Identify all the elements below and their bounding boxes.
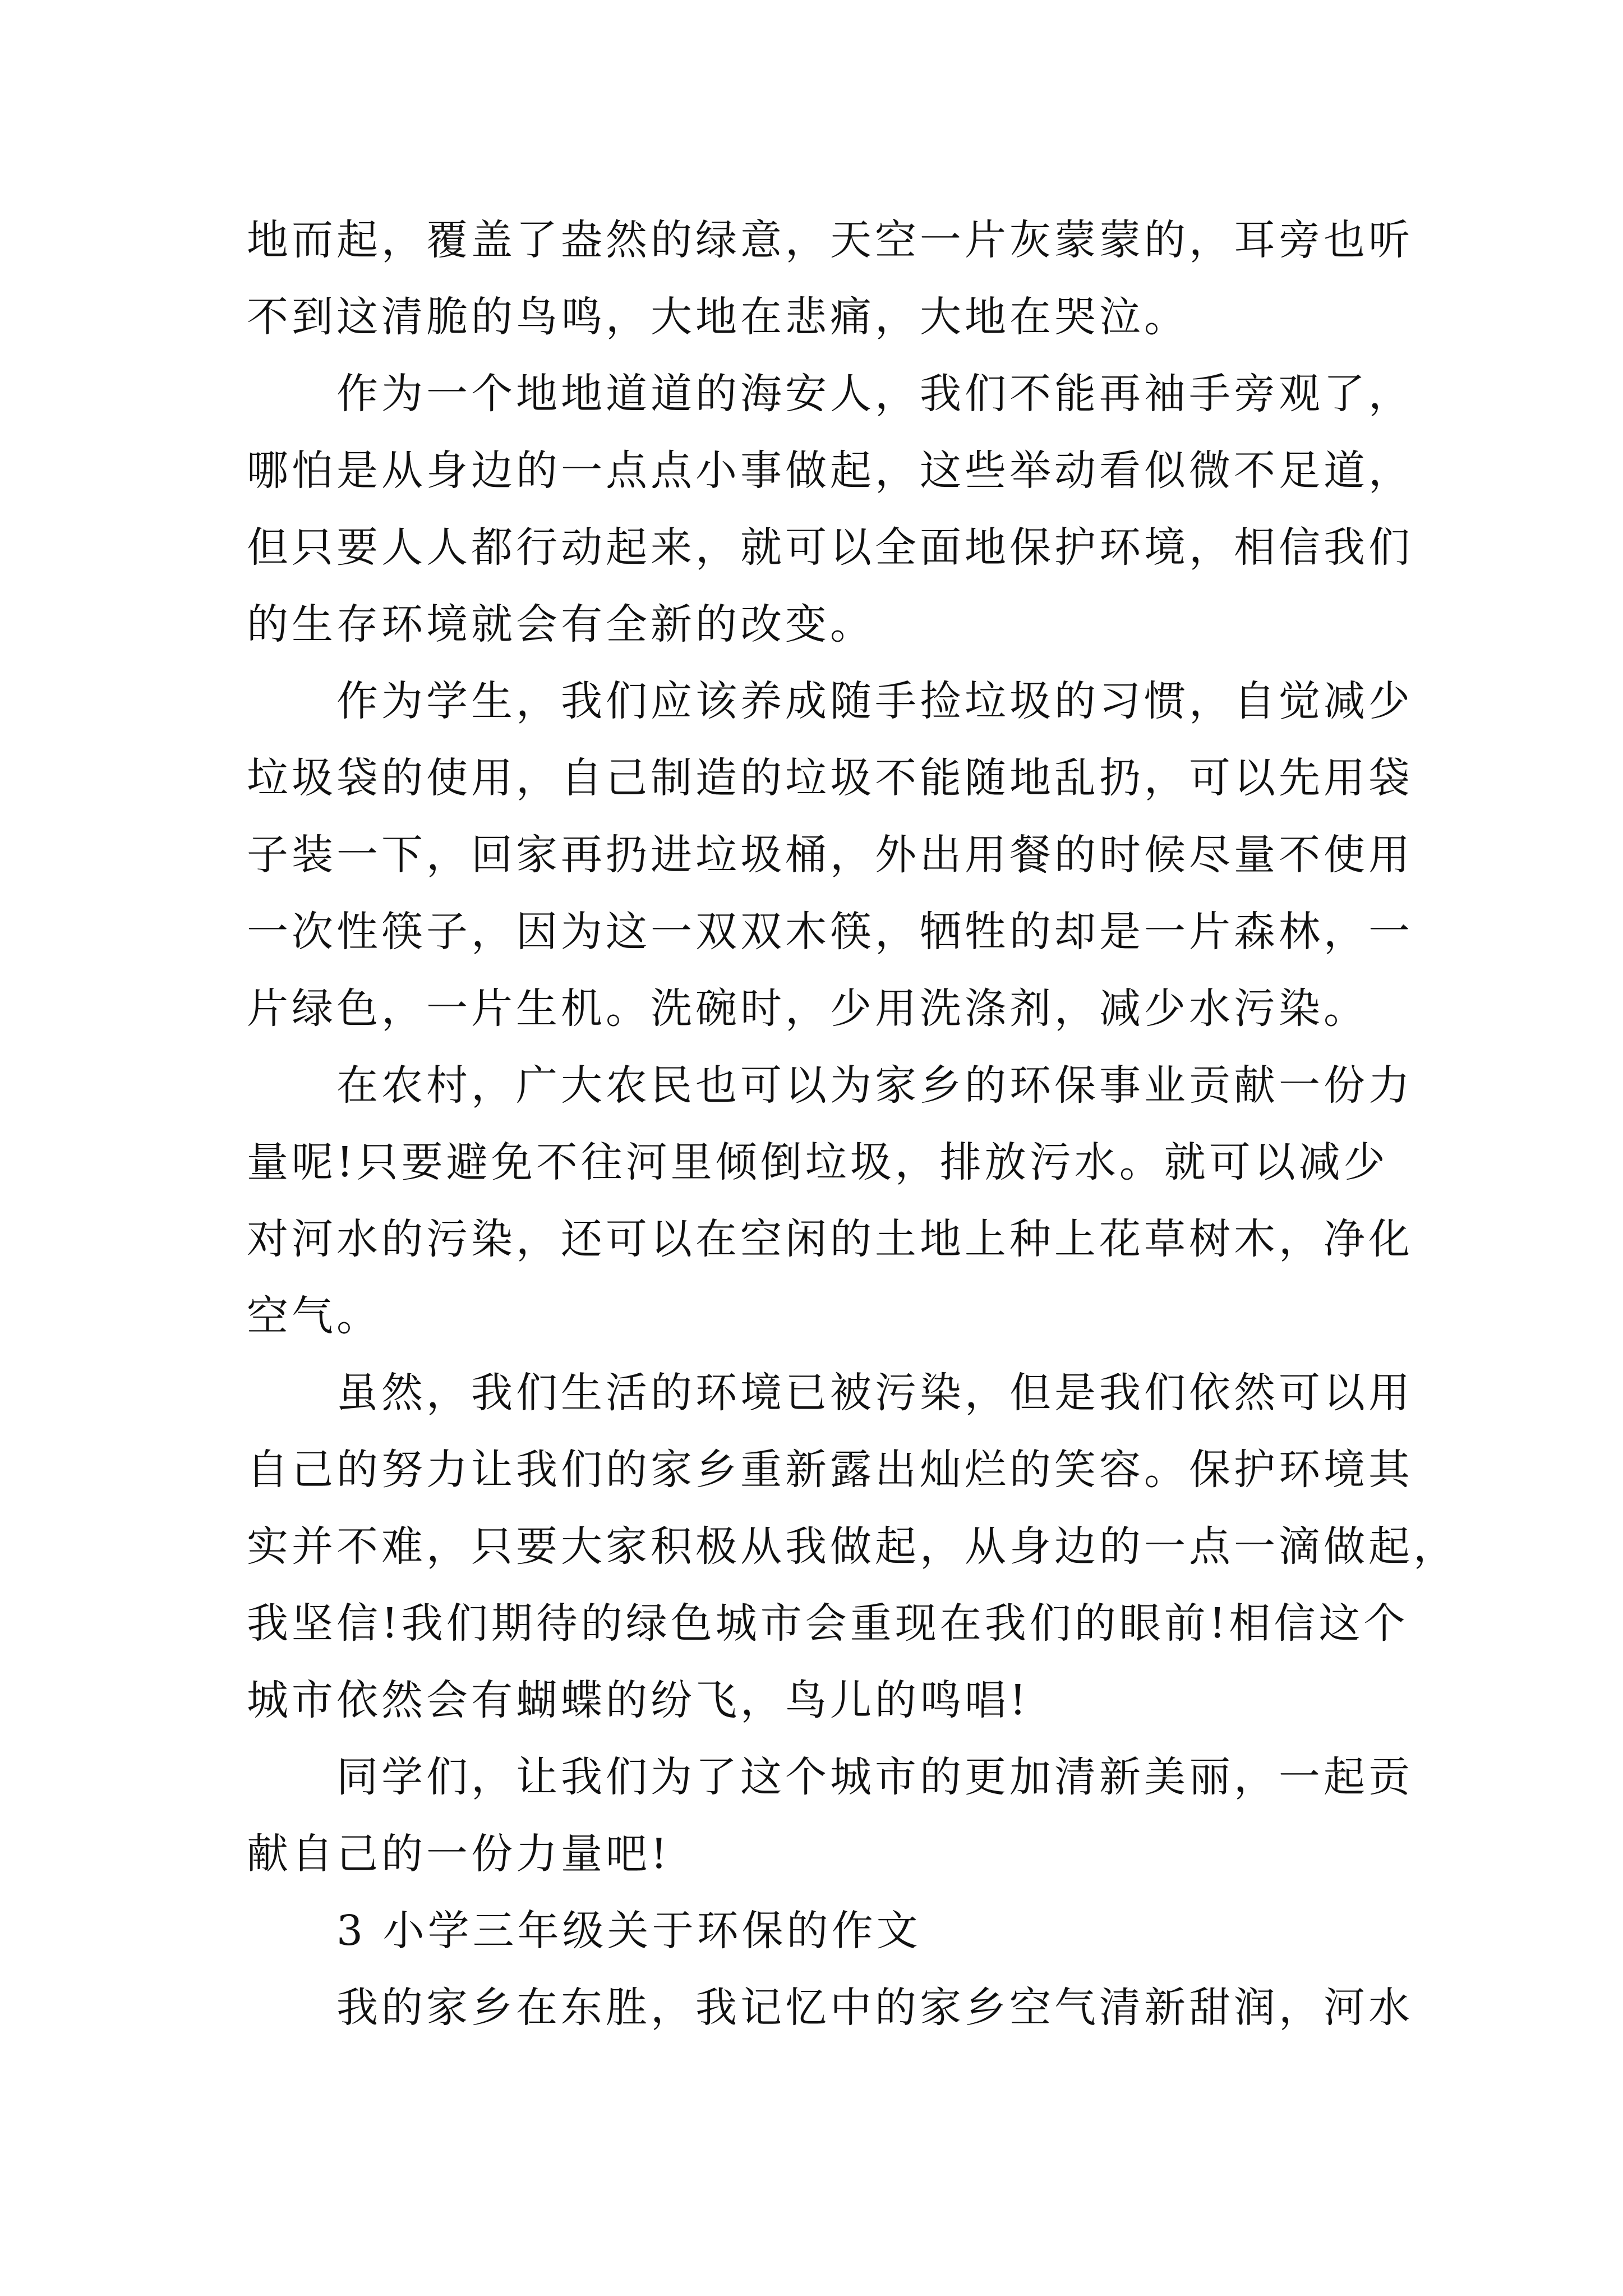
text-line: 作为一个地地道道的海安人，我们不能再袖手旁观了， xyxy=(336,370,1413,418)
text-line: 不到这清脆的鸟鸣，大地在悲痛，大地在哭泣。 xyxy=(247,293,1189,341)
text-line: 作为学生，我们应该养成随手捡垃圾的习惯，自觉减少 xyxy=(336,677,1413,725)
text-line: 献自己的一份力量吧! xyxy=(247,1830,671,1878)
text-line: 片绿色，一片生机。洗碗时，少用洗涤剂，减少水污染。 xyxy=(247,984,1368,1033)
text-line: 垃圾袋的使用，自己制造的垃圾不能随地乱扔，可以先用袋 xyxy=(247,754,1413,802)
text-line: 一次性筷子，因为这一双双木筷，牺牲的却是一片森林，一 xyxy=(247,908,1413,956)
text-line: 量呢!只要避免不往河里倾倒垃圾，排放污水。就可以减少 xyxy=(247,1138,1389,1186)
essay-title: 3 小学三年级关于环保的作文 xyxy=(336,1907,921,1955)
paragraph-students xyxy=(247,663,1413,1047)
paragraph-haian-resident xyxy=(247,356,1413,663)
text-line: 城市依然会有蝴蝶的纷飞，鸟儿的鸣唱! xyxy=(247,1676,1030,1724)
paragraph-continuation xyxy=(247,202,1413,356)
paragraph-conviction xyxy=(247,1355,1458,1739)
text-line: 对河水的污染，还可以在空闲的土地上种上花草树木，净化 xyxy=(247,1215,1413,1263)
text-line: 虽然，我们生活的环境已被污染，但是我们依然可以用 xyxy=(336,1369,1413,1417)
text-line: 实并不难，只要大家积极从我做起，从身边的一点一滴做起， xyxy=(247,1522,1458,1571)
text-line: 但只要人人都行动起来，就可以全面地保护环境，相信我们 xyxy=(247,523,1413,572)
text-line: 的生存环境就会有全新的改变。 xyxy=(247,600,875,648)
text-line: 在农村，广大农民也可以为家乡的环保事业贡献一份力 xyxy=(336,1061,1413,1110)
text-line: 我的家乡在东胜，我记忆中的家乡空气清新甜润，河水 xyxy=(336,1984,1413,2032)
paragraph-call-to-action xyxy=(247,1739,1413,1893)
text-line: 我坚信!我们期待的绿色城市会重现在我们的眼前!相信这个 xyxy=(247,1599,1409,1648)
text-line: 自己的努力让我们的家乡重新露出灿烂的笑容。保护环境其 xyxy=(247,1446,1413,1494)
text-line: 空气。 xyxy=(247,1292,381,1340)
text-line: 地而起，覆盖了盎然的绿意，天空一片灰蒙蒙的，耳旁也听 xyxy=(247,216,1413,264)
text-line: 同学们，让我们为了这个城市的更加清新美丽，一起贡 xyxy=(336,1753,1413,1801)
section-heading xyxy=(247,1893,1391,1970)
text-line: 哪怕是从身边的一点点小事做起，这些举动看似微不足道， xyxy=(247,447,1413,495)
essay-body xyxy=(247,202,1458,2046)
text-line: 子装一下，回家再扔进垃圾桶，外出用餐的时候尽量不使用 xyxy=(247,831,1413,879)
paragraph-farmers xyxy=(247,1047,1413,1355)
paragraph-dongsheng xyxy=(247,1970,1413,2046)
